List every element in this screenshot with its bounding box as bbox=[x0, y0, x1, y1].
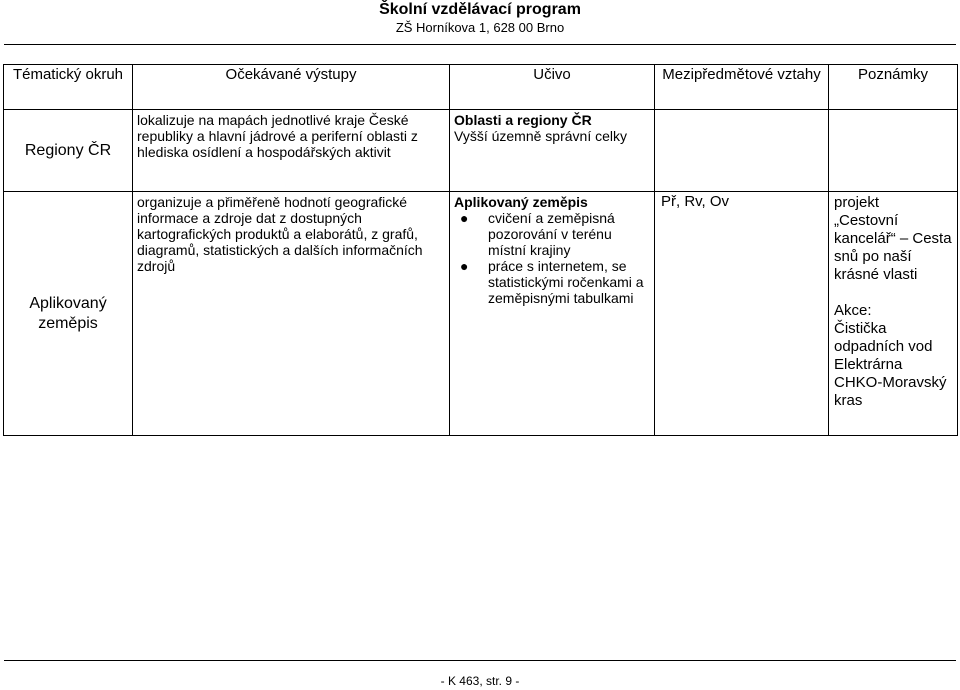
document-title: Školní vzdělávací program bbox=[379, 1, 581, 18]
table-row bbox=[4, 192, 958, 436]
project-label: projekt bbox=[834, 194, 880, 211]
list-item-text: práce s internetem, se statistickými ročenkami a zeměpisnými tabulkami bbox=[488, 258, 644, 306]
action-item: Čistička odpadních vod bbox=[834, 320, 933, 355]
table-row bbox=[4, 110, 958, 192]
project-name: „Cestovní kancelář“ – Cesta snů po naší krásné vlasti bbox=[834, 212, 952, 283]
outcomes-cell: lokalizuje na mapách jednotlivé kraje České republiky a hlavní jádrové a periferní oblasti z hlediska osídlení a hospodářských aktivit bbox=[133, 110, 450, 192]
footer-divider bbox=[4, 660, 956, 661]
notes-cell bbox=[829, 192, 958, 436]
content-cell bbox=[450, 192, 655, 436]
outcomes-cell: organizuje a přiměřeně hodnotí geografické informace a zdroje dat z dostupných kartografických produktů a elaborátů, z grafů, diagramů, statistických a dalších informačních zdrojů bbox=[133, 192, 450, 436]
content-title: Aplikovaný zeměpis bbox=[454, 194, 588, 210]
school-address: ZŠ Horníkova 1, 628 00 Brno bbox=[395, 20, 565, 35]
column-header-content: Učivo bbox=[450, 65, 655, 110]
relations-cell: Př, Rv, Ov bbox=[655, 192, 829, 436]
column-header-topic: Tématický okruh bbox=[4, 65, 133, 110]
curriculum-table bbox=[3, 64, 958, 436]
topic-cell: Regiony ČR bbox=[4, 110, 133, 192]
topic-cell: Aplikovaný zeměpis bbox=[4, 192, 133, 436]
header-divider bbox=[4, 44, 956, 45]
action-item: CHKO-Moravský kras bbox=[834, 374, 947, 409]
notes-cell bbox=[829, 110, 958, 192]
table-header-row bbox=[4, 65, 958, 110]
content-list bbox=[454, 210, 650, 306]
action-label: Akce: bbox=[834, 302, 872, 319]
bullet-icon: ● bbox=[460, 210, 469, 226]
content-title: Oblasti a regiony ČR bbox=[454, 112, 592, 128]
relations-cell bbox=[655, 110, 829, 192]
list-item bbox=[460, 210, 650, 258]
page-number: - K 463, str. 9 - bbox=[440, 674, 520, 688]
bullet-icon: ● bbox=[460, 258, 469, 274]
column-header-notes: Poznámky bbox=[829, 65, 958, 110]
column-header-outcomes: Očekávané výstupy bbox=[133, 65, 450, 110]
action-item: Elektrárna bbox=[834, 356, 903, 373]
list-item bbox=[460, 258, 650, 306]
list-item-text: cvičení a zeměpisná pozorování v terénu místní krajiny bbox=[488, 210, 615, 258]
content-text: Vyšší územně správní celky bbox=[454, 128, 627, 144]
column-header-relations: Mezipředmětové vztahy bbox=[655, 65, 829, 110]
document-header bbox=[0, 0, 960, 36]
content-cell bbox=[450, 110, 655, 192]
